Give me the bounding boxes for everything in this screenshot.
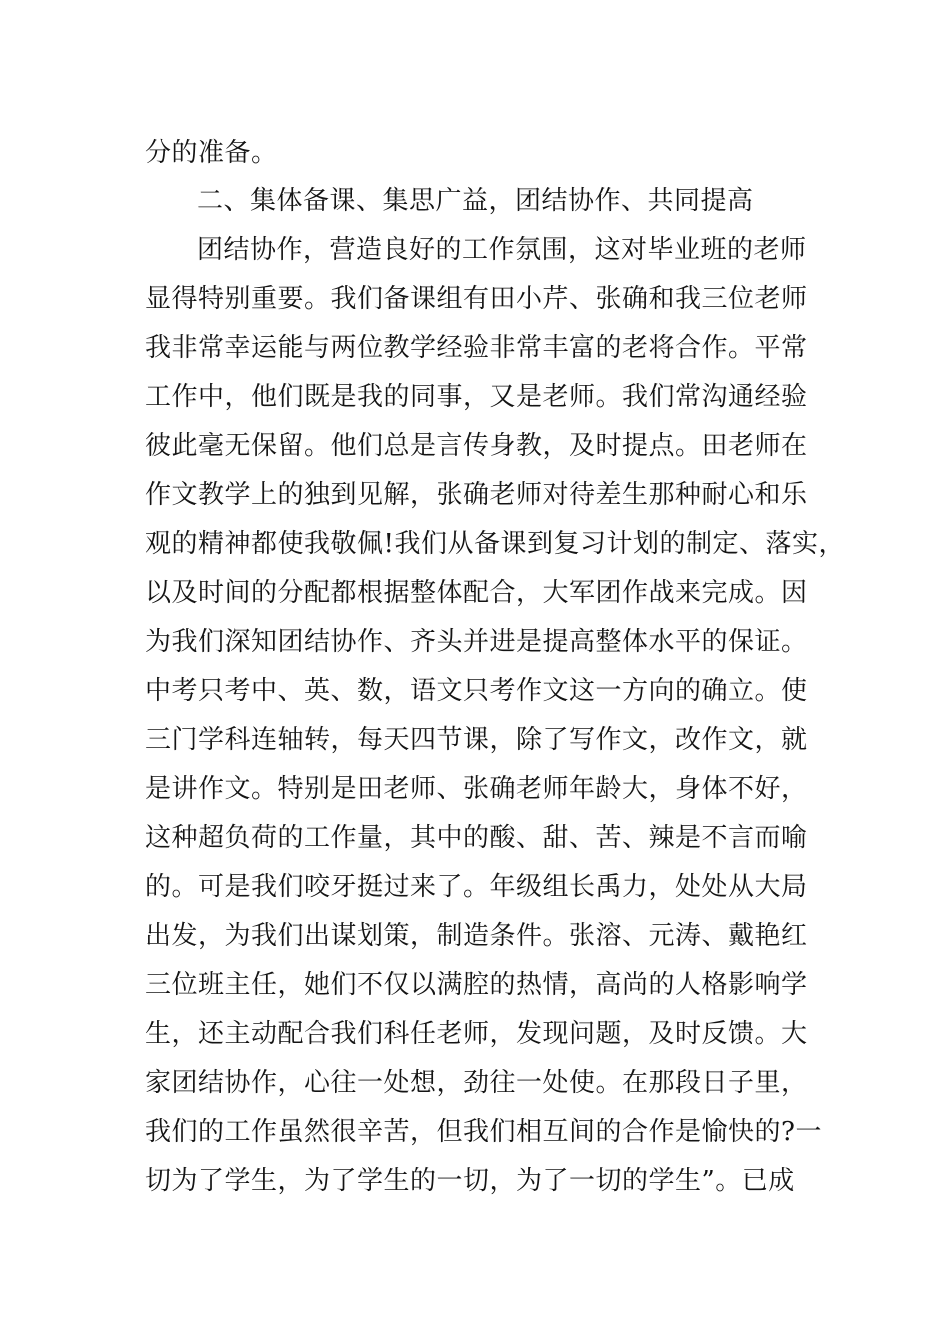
text-line: 工作中，他们既是我的同事，又是老师。我们常沟通经验 <box>145 382 808 412</box>
text-line: 显得特别重要。我们备课组有田小芹、张确和我三位老师 <box>145 284 808 314</box>
text-line: 家团结协作，心往一处想，劲往一处使。在那段日子里， <box>145 1068 808 1098</box>
text-line: 出发，为我们出谋划策，制造条件。张溶、元涛、戴艳红 <box>145 921 808 951</box>
text-line: 为我们深知团结协作、齐头并进是提高整体水平的保证。 <box>145 627 808 657</box>
text-line: 作文教学上的独到见解，张确老师对待差生那种耐心和乐 <box>145 480 808 510</box>
text-line: 三门学科连轴转，每天四节课，除了写作文，改作文，就 <box>145 725 808 755</box>
text-line: 团结协作，营造良好的工作氛围，这对毕业班的老师 <box>197 235 807 265</box>
text-line: 以及时间的分配都根据整体配合，大军团作战来完成。因 <box>145 578 808 608</box>
text-line: 中考只考中、英、数，语文只考作文这一方向的确立。使 <box>145 676 808 706</box>
text-line: 切为了学生，为了学生的一切，为了一切的学生”。已成 <box>145 1166 795 1196</box>
text-line: 我非常幸运能与两位教学经验非常丰富的老将合作。平常 <box>145 333 808 363</box>
text-line: 这种超负荷的工作量，其中的酸、甜、苦、辣是不言而喻 <box>145 823 808 853</box>
section-heading: 二、集体备课、集思广益，团结协作、共同提高 <box>197 186 754 216</box>
text-line: 是讲作文。特别是田老师、张确老师年龄大，身体不好， <box>145 774 808 804</box>
text-line: 彼此毫无保留。他们总是言传身教，及时提点。田老师在 <box>145 431 808 461</box>
text-line: 我们的工作虽然很辛苦，但我们相互间的合作是愉快的?一 <box>145 1117 822 1147</box>
text-line: 的。可是我们咬牙挺过来了。年级组长禹力，处处从大局 <box>145 872 808 902</box>
text-line: 分的准备。 <box>145 138 278 168</box>
text-line: 生，还主动配合我们科任老师，发现问题，及时反馈。大 <box>145 1019 808 1049</box>
text-line: 观的精神都使我敬佩!我们从备课到复习计划的制定、落实， <box>145 529 845 559</box>
text-line: 三位班主任，她们不仅以满腔的热情，高尚的人格影响学 <box>145 970 808 1000</box>
